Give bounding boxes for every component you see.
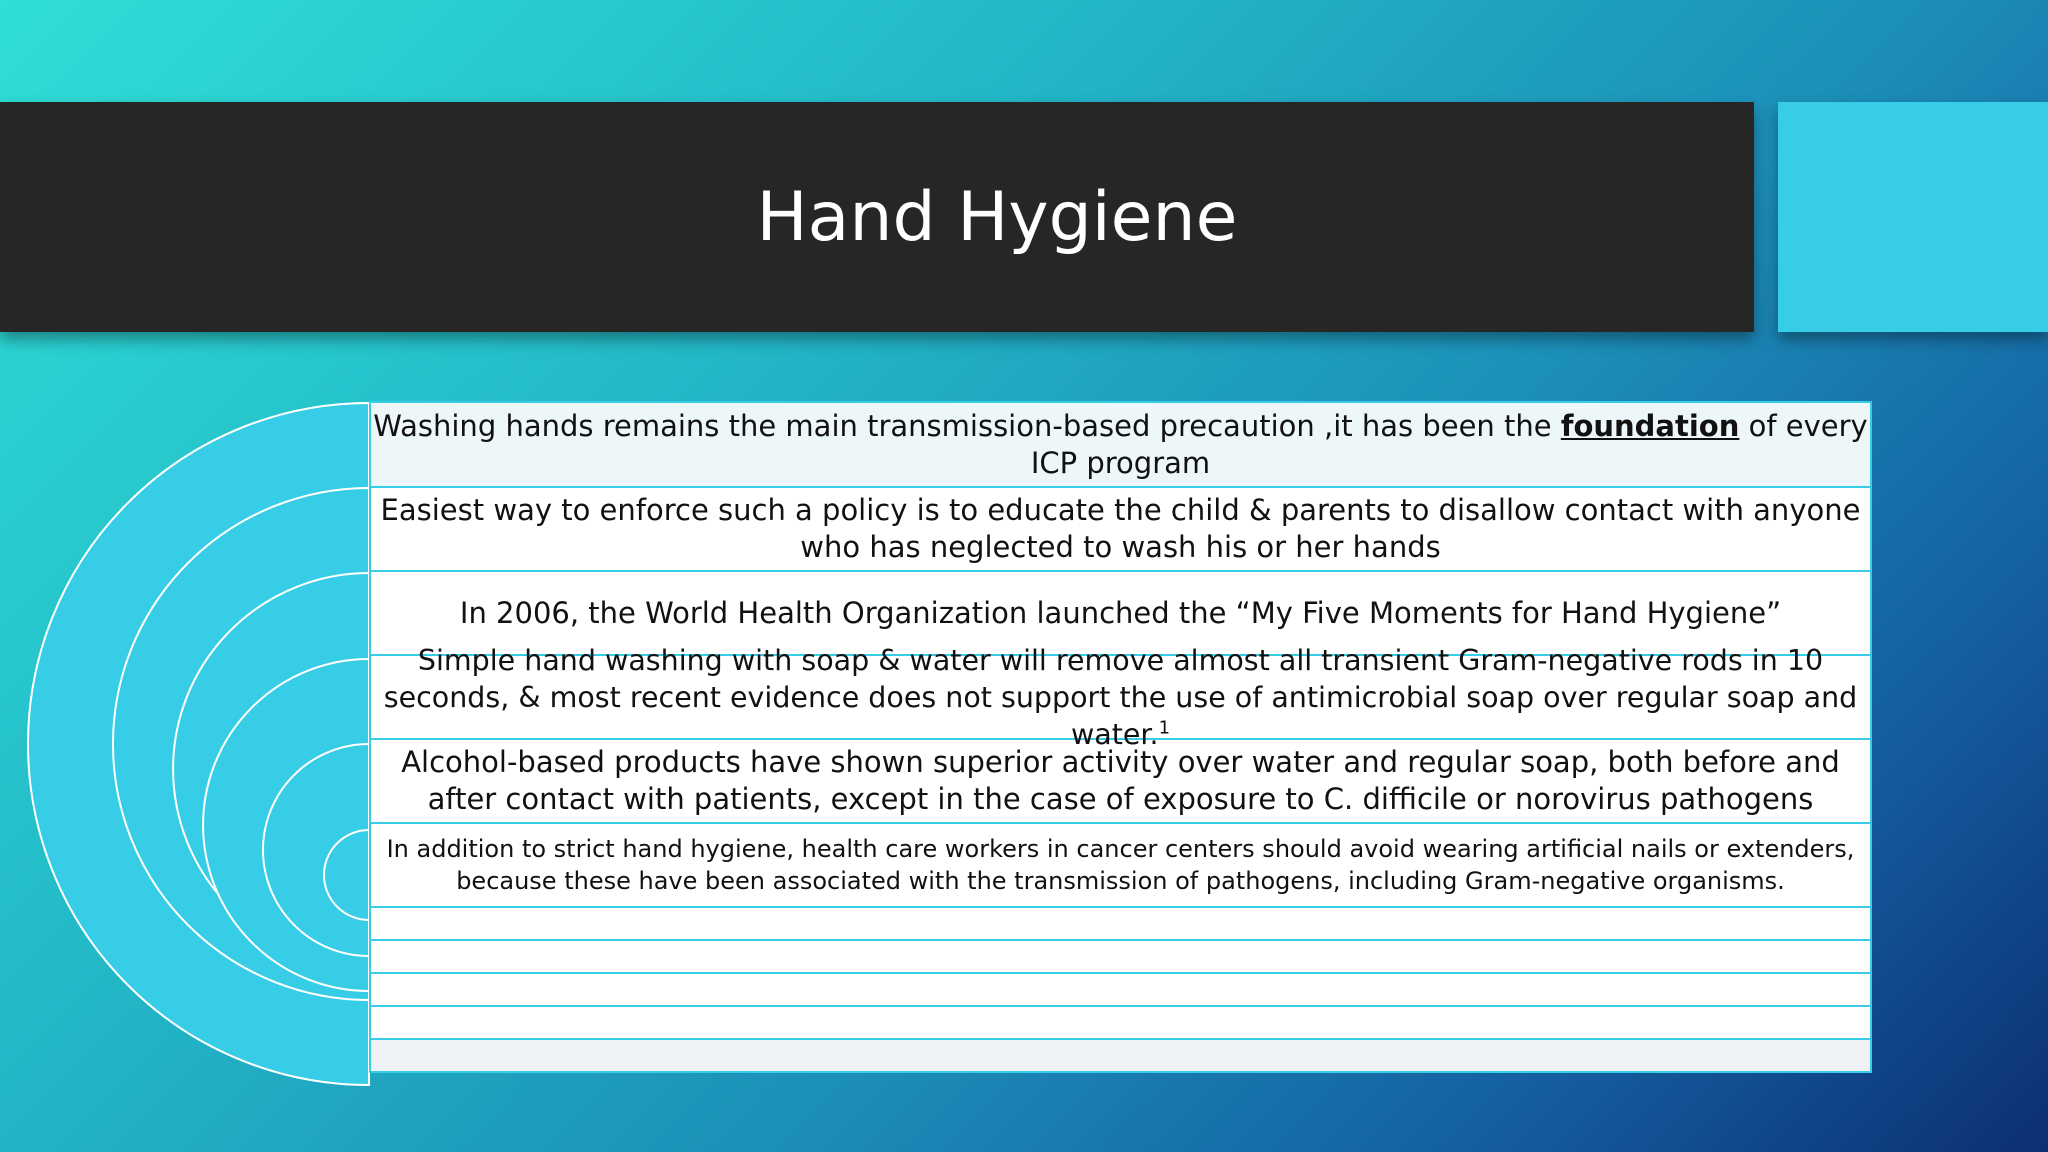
list-item: Washing hands remains the main transmission-based precaution ,it has been the foundation of every ICP program [369,401,1872,488]
empty-row [369,1005,1872,1040]
list-item: Alcohol-based products have shown superior activity over water and regular soap, both before and after contact with patients, except in the case of exposure to C. difficile or norovirus pathogens [369,738,1872,824]
empty-row [369,906,1872,941]
empty-row [369,939,1872,974]
list-item: In addition to strict hand hygiene, health care workers in cancer centers should avoid wearing artificial nails or extenders, because these have been associated with the transmission of pathogens, including Gram-negative organisms. [369,822,1872,908]
empty-row [369,1038,1872,1073]
list-item: Easiest way to enforce such a policy is to educate the child & parents to disallow contact with anyone who has neglected to wash his or her hands [369,486,1872,572]
emphasis-foundation: foundation [1560,408,1740,443]
empty-row [369,972,1872,1007]
footnote-ref: 1 [1158,717,1171,738]
slide-title: Hand Hygiene [756,177,1238,257]
list-item: In 2006, the World Health Organization launched the “My Five Moments for Hand Hygiene” [369,570,1872,656]
list-item: Simple hand washing with soap & water will remove almost all transient Gram-negative rods in 10 seconds, & most recent evidence does not support the use of antimicrobial soap over regular soap and water.$^1$ [369,654,1872,740]
content-table [369,403,1872,1073]
